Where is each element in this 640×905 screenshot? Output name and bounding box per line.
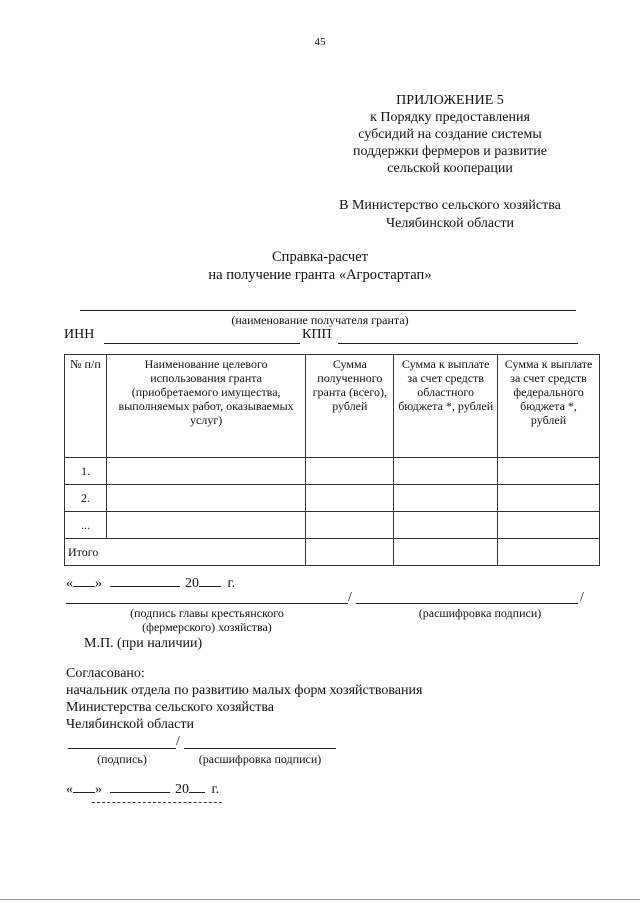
date-close-quote: » (95, 782, 102, 797)
date-close-quote: » (95, 576, 102, 591)
cell-regional[interactable] (394, 485, 498, 512)
approval-decode-line[interactable] (184, 748, 336, 749)
page-number: 45 (314, 36, 326, 48)
page-bottom-edge (0, 899, 640, 900)
cell-purpose[interactable] (106, 458, 305, 485)
header-federal-budget: Сумма к выплате за счет средств федерального бюджета *, рублей (498, 355, 600, 458)
date-day-blank[interactable] (73, 792, 95, 793)
signature-decode-line[interactable] (356, 603, 578, 604)
recipient-name-line (80, 310, 576, 311)
appendix-line: поддержки фермеров и развитие (353, 144, 547, 159)
cell-grant-total[interactable] (306, 458, 394, 485)
document-title-line-2: на получение гранта «Агростартап» (208, 267, 432, 283)
table-header-row (65, 355, 600, 458)
table-total-row (65, 539, 600, 566)
approval-line: Министерства сельского хозяйства (66, 700, 275, 715)
cell-federal[interactable] (498, 485, 600, 512)
header-purpose: Наименование целевого использования гранта (приобретаемого имущества, выполняемых работ, оказываемых услуг) (106, 355, 305, 458)
approval-line: начальник отдела по развитию малых форм хозяйствования (66, 683, 423, 698)
date-open-quote: « (66, 576, 73, 591)
appendix-line: к Порядку предоставления (370, 110, 530, 125)
date-year-suffix: г. (211, 782, 220, 797)
approval-block (66, 665, 422, 733)
signature-slash: / (348, 590, 352, 605)
date-year-prefix: 20 (185, 576, 199, 591)
row-number: 2. (65, 485, 107, 512)
signature-slash-end: / (580, 590, 584, 605)
caption-left-2: (фермерского) хозяйства) (142, 620, 272, 634)
kpp-label: КПП (302, 327, 332, 342)
document-title-line-1: Справка-расчет (272, 249, 368, 265)
approval-date-underline (92, 802, 222, 803)
inn-label: ИНН (64, 327, 95, 342)
header-regional-budget: Сумма к выплате за счет средств областного бюджета *, рублей (394, 355, 498, 458)
cell-federal[interactable] (498, 458, 600, 485)
approval-caption-decode: (расшифровка подписи) (198, 752, 322, 766)
cell-federal[interactable] (498, 512, 600, 539)
cell-purpose[interactable] (106, 485, 305, 512)
date-month-blank[interactable] (110, 792, 170, 793)
date-month-blank[interactable] (110, 586, 180, 587)
row-number: ... (65, 512, 107, 539)
recipient-caption: (наименование получателя гранта) (231, 313, 409, 327)
approval-line: Челябинской области (66, 717, 194, 732)
total-label: Итого (65, 539, 306, 566)
caption-left-1: (подпись главы крестьянского (130, 606, 284, 620)
signature-caption-right: (расшифровка подписи) (418, 606, 542, 620)
date-year-blank[interactable] (189, 792, 205, 793)
addressee-line: В Министерство сельского хозяйства (339, 198, 561, 213)
date-open-quote: « (66, 782, 73, 797)
approval-caption-sign: (подпись) (97, 752, 147, 766)
document-title (0, 248, 640, 284)
cell-grant-total[interactable] (306, 485, 394, 512)
date-line (66, 576, 235, 592)
stamp-note: М.П. (при наличии) (84, 636, 203, 651)
total-regional[interactable] (394, 539, 498, 566)
grant-calculation-table (64, 354, 600, 566)
header-grant-total: Сумма полученного гранта (всего), рублей (306, 355, 394, 458)
date-year-suffix: г. (227, 576, 236, 591)
date-year-blank[interactable] (199, 586, 221, 587)
table-row (65, 458, 600, 485)
header-number: № п/п (65, 355, 107, 458)
cell-grant-total[interactable] (306, 512, 394, 539)
approval-slash: / (176, 734, 180, 749)
date-day-blank[interactable] (73, 586, 95, 587)
appendix-line: субсидий на создание системы (358, 127, 542, 142)
appendix-title: ПРИЛОЖЕНИЕ 5 (396, 93, 504, 108)
total-federal[interactable] (498, 539, 600, 566)
approval-title: Согласовано: (66, 666, 145, 681)
cell-regional[interactable] (394, 458, 498, 485)
table-row (65, 485, 600, 512)
date-year-prefix: 20 (175, 782, 189, 797)
cell-purpose[interactable] (106, 512, 305, 539)
signature-caption-left (66, 606, 348, 634)
total-grant[interactable] (306, 539, 394, 566)
table-row (65, 512, 600, 539)
kpp-field-line[interactable] (338, 343, 578, 344)
approval-date-line (66, 782, 219, 798)
row-number: 1. (65, 458, 107, 485)
addressee (330, 197, 570, 233)
signature-line[interactable] (66, 603, 348, 604)
cell-regional[interactable] (394, 512, 498, 539)
appendix-line: сельской кооперации (387, 161, 513, 176)
approval-sign-line[interactable] (68, 748, 176, 749)
appendix-heading (330, 92, 570, 177)
inn-field-line[interactable] (104, 343, 300, 344)
addressee-line: Челябинской области (386, 216, 514, 231)
